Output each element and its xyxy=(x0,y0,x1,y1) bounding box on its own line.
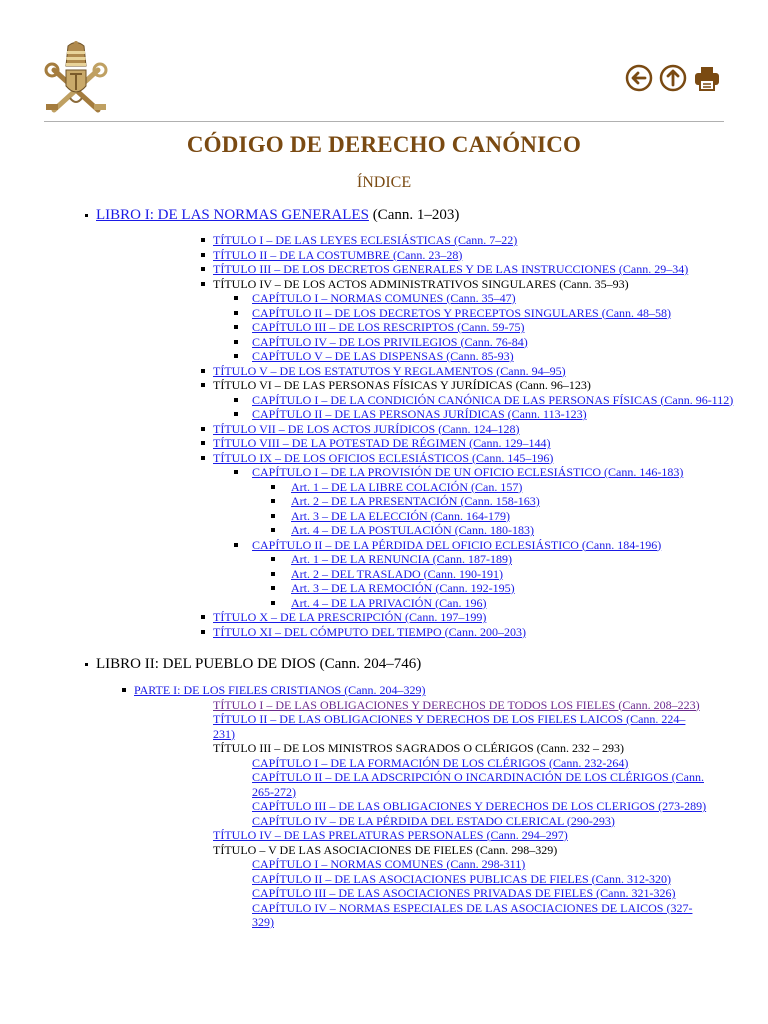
list-item xyxy=(252,567,768,582)
toc-book-2 xyxy=(0,655,768,930)
list-item xyxy=(213,770,768,799)
list-item xyxy=(252,523,768,538)
toc-link[interactable]: TÍTULO XI – DEL CÓMPUTO DEL TIEMPO (Cann. 200–203) xyxy=(213,624,526,639)
sub-list xyxy=(252,552,768,610)
toc-link[interactable]: TÍTULO VII – DE LOS ACTOS JURÍDICOS (Cann. 124–128) xyxy=(213,421,520,436)
toc-heading: TÍTULO VI – DE LAS PERSONAS FÍSICAS Y JURÍDICAS (Cann. 96–123) xyxy=(213,378,591,392)
list-item xyxy=(213,886,768,901)
list-item xyxy=(213,901,768,930)
toc-link[interactable]: CAPÍTULO IV – NORMAS ESPECIALES DE LAS ASOCIACIONES DE LAICOS (327-329) xyxy=(252,900,693,929)
toc-link[interactable]: TÍTULO II – DE LA COSTUMBRE (Cann. 23–28) xyxy=(213,247,463,262)
list-item xyxy=(134,843,768,930)
list-item xyxy=(96,262,768,277)
wrap-line xyxy=(213,712,703,741)
sub-list xyxy=(213,291,768,364)
list-item xyxy=(213,872,768,887)
list-item xyxy=(213,320,768,335)
toc-heading: TÍTULO – V DE LAS ASOCIACIONES DE FIELES (Cann. 298–329) xyxy=(213,842,558,857)
list-item xyxy=(134,741,768,828)
list-item xyxy=(96,436,768,451)
list-item xyxy=(96,683,768,930)
toc-link[interactable]: CAPÍTULO II – DE LOS DECRETOS Y PRECEPTOS SINGULARES (Cann. 48–58) xyxy=(252,305,672,320)
toc-link[interactable]: CAPÍTULO I – NORMAS COMUNES (Cann. 298-311) xyxy=(252,857,526,871)
toc-link[interactable]: CAPÍTULO III – DE LAS OBLIGACIONES Y DERECHOS DE LOS CLERIGOS (273-289) xyxy=(252,799,707,813)
list-item xyxy=(213,349,768,364)
list-item xyxy=(213,799,768,814)
page-subtitle: ÍNDICE xyxy=(356,174,412,191)
sub-list xyxy=(252,480,768,538)
page-title: CÓDIGO DE DERECHO CANÓNICO xyxy=(186,132,582,157)
toc-link[interactable]: CAPÍTULO II – DE LA PÉRDIDA DEL OFICIO ECLESIÁSTICO (Cann. 184-196) xyxy=(252,537,662,552)
list-item xyxy=(252,494,768,509)
toc-link[interactable]: CAPÍTULO V – DE LAS DISPENSAS (Cann. 85-93) xyxy=(252,349,514,363)
toc-book-1 xyxy=(0,206,768,639)
list-item xyxy=(213,291,768,306)
toc-link[interactable]: CAPÍTULO III – DE LOS RESCRIPTOS (Cann. 59-75) xyxy=(252,320,525,334)
toc-link[interactable]: CAPÍTULO I – NORMAS COMUNES (Cann. 35–47) xyxy=(252,291,516,305)
wrap-line xyxy=(252,901,712,930)
page-header xyxy=(0,0,768,125)
toc-link[interactable]: PARTE I: DE LOS FIELES CRISTIANOS (Cann. 204–329) xyxy=(134,683,426,697)
toc-link[interactable]: TÍTULO VIII – DE LA POTESTAD DE RÉGIMEN (Cann. 129–144) xyxy=(213,436,551,450)
toc-link[interactable]: Art. 1 – DE LA RENUNCIA (Cann. 187-189) xyxy=(291,552,512,566)
toc-link[interactable]: TÍTULO I – DE LAS LEYES ECLESIÁSTICAS (Cann. 7–22) xyxy=(213,233,518,247)
toc-link[interactable]: Art. 4 – DE LA POSTULACIÓN (Cann. 180-183) xyxy=(291,523,534,537)
toc-link[interactable]: TÍTULO V – DE LOS ESTATUTOS Y REGLAMENTOS (Cann. 94–95) xyxy=(213,363,566,378)
toc-heading: TÍTULO IV – DE LOS ACTOS ADMINISTRATIVOS SINGULARES (Cann. 35–93) xyxy=(213,276,629,291)
printer-icon[interactable] xyxy=(692,63,722,93)
toc-link[interactable]: Art. 3 – DE LA ELECCIÓN (Cann. 164-179) xyxy=(291,508,510,523)
toc-heading: TÍTULO III – DE LOS MINISTROS SAGRADOS O CLÉRIGOS (Cann. 232 – 293) xyxy=(213,741,624,755)
toc-link[interactable]: CAPÍTULO II – DE LAS PERSONAS JURÍDICAS (Cann. 113-123) xyxy=(252,407,587,421)
toc-link[interactable]: CAPÍTULO II – DE LA ADSCRIPCIÓN O INCARDINACIÓN DE LOS CLÉRIGOS (Cann. 265-272) xyxy=(252,770,704,799)
list-item xyxy=(134,698,768,713)
sub-list xyxy=(134,698,768,930)
list-item xyxy=(213,538,768,611)
toc-link[interactable]: CAPÍTULO IV – DE LOS PRIVILEGIOS (Cann. 76-84) xyxy=(252,334,528,349)
table-of-contents xyxy=(0,206,768,930)
toc-link[interactable]: TÍTULO III – DE LOS DECRETOS GENERALES Y DE LAS INSTRUCCIONES (Cann. 29–34) xyxy=(213,262,689,276)
list-item xyxy=(252,509,768,524)
wrap-line xyxy=(213,698,703,713)
toc-link[interactable]: TÍTULO IV – DE LAS PRELATURAS PERSONALES (Cann. 294–297) xyxy=(213,828,568,842)
list-item xyxy=(213,393,768,408)
toc-link[interactable]: TÍTULO IX – DE LOS OFICIOS ECLESIÁSTICOS (Cann. 145–196) xyxy=(213,450,554,465)
nav-toolbar xyxy=(624,63,722,93)
list-item xyxy=(252,480,768,495)
book-1-link[interactable]: LIBRO I: DE LAS NORMAS GENERALES xyxy=(96,207,369,223)
list-item xyxy=(96,277,768,364)
list-item xyxy=(96,422,768,437)
list-item xyxy=(96,610,768,625)
toc-link[interactable]: Art. 2 – DEL TRASLADO (Cann. 190-191) xyxy=(291,566,503,581)
sub-list xyxy=(213,857,768,930)
up-arrow-icon[interactable] xyxy=(658,63,688,93)
toc-link[interactable]: Art. 4 – DE LA PRIVACIÓN (Can. 196) xyxy=(291,595,487,610)
list-item xyxy=(213,335,768,350)
header-divider xyxy=(44,121,724,122)
list-item xyxy=(96,378,768,422)
sub-list xyxy=(213,393,768,422)
book-2-heading: LIBRO II: DEL PUEBLO DE DIOS (Cann. 204–746) xyxy=(96,656,422,672)
list-item xyxy=(134,828,768,843)
list-item xyxy=(213,465,768,538)
list-item xyxy=(213,857,768,872)
list-item xyxy=(213,407,768,422)
book-1-range: (Cann. 1–203) xyxy=(368,207,460,223)
toc-link[interactable]: CAPÍTULO IV – DE LA PÉRDIDA DEL ESTADO CLERICAL (290-293) xyxy=(252,813,615,828)
sub-list xyxy=(213,465,768,610)
papal-coat-of-arms-icon xyxy=(40,40,112,114)
wrap-line xyxy=(252,393,742,408)
book-2-parts xyxy=(96,683,768,930)
toc-link[interactable]: CAPÍTULO I – DE LA FORMACIÓN DE LOS CLÉRIGOS (Cann. 232-264) xyxy=(252,755,629,770)
list-item xyxy=(96,451,768,611)
toc-link[interactable]: Art. 1 – DE LA LIBRE COLACIÓN (Can. 157) xyxy=(291,479,523,494)
list-item xyxy=(252,581,768,596)
list-item xyxy=(252,552,768,567)
back-arrow-icon[interactable] xyxy=(624,63,654,93)
toc-link[interactable]: TÍTULO II – DE LAS OBLIGACIONES Y DERECHOS DE LOS FIELES LAICOS (Cann. 224–231) xyxy=(213,712,686,741)
toc-link[interactable]: CAPÍTULO I – DE LA PROVISIÓN DE UN OFICIO ECLESIÁSTICO (Cann. 146-183) xyxy=(252,465,684,479)
sub-list xyxy=(0,206,768,930)
list-item xyxy=(96,233,768,248)
toc-link[interactable]: TÍTULO X – DE LA PRESCRIPCIÓN (Cann. 197–199) xyxy=(213,610,487,624)
list-item xyxy=(213,306,768,321)
list-item xyxy=(213,814,768,829)
toc-link[interactable]: Art. 3 – DE LA REMOCIÓN (Cann. 192-195) xyxy=(291,581,515,595)
wrap-line xyxy=(252,770,712,799)
list-item xyxy=(252,596,768,611)
sub-list xyxy=(213,756,768,829)
toc-link[interactable]: TÍTULO I – DE LAS OBLIGACIONES Y DERECHOS DE TODOS LOS FIELES (Cann. 208–223) xyxy=(213,697,700,712)
wrap-line xyxy=(252,799,712,814)
list-item xyxy=(213,756,768,771)
list-item xyxy=(96,364,768,379)
list-item xyxy=(96,248,768,263)
list-item xyxy=(134,712,768,741)
toc-link[interactable]: CAPÍTULO III – DE LAS ASOCIACIONES PRIVADAS DE FIELES (Cann. 321-326) xyxy=(252,886,676,900)
toc-link[interactable]: CAPÍTULO II – DE LAS ASOCIACIONES PUBLICAS DE FIELES (Cann. 312-320) xyxy=(252,871,671,886)
toc-link[interactable]: Art. 2 – DE LA PRESENTACIÓN (Cann. 158-163) xyxy=(291,494,540,508)
list-item xyxy=(96,625,768,640)
toc-link[interactable]: CAPÍTULO I – DE LA CONDICIÓN CANÓNICA DE LAS PERSONAS FÍSICAS (Cann. 96-112) xyxy=(252,392,734,407)
book-1-titles xyxy=(96,233,768,639)
